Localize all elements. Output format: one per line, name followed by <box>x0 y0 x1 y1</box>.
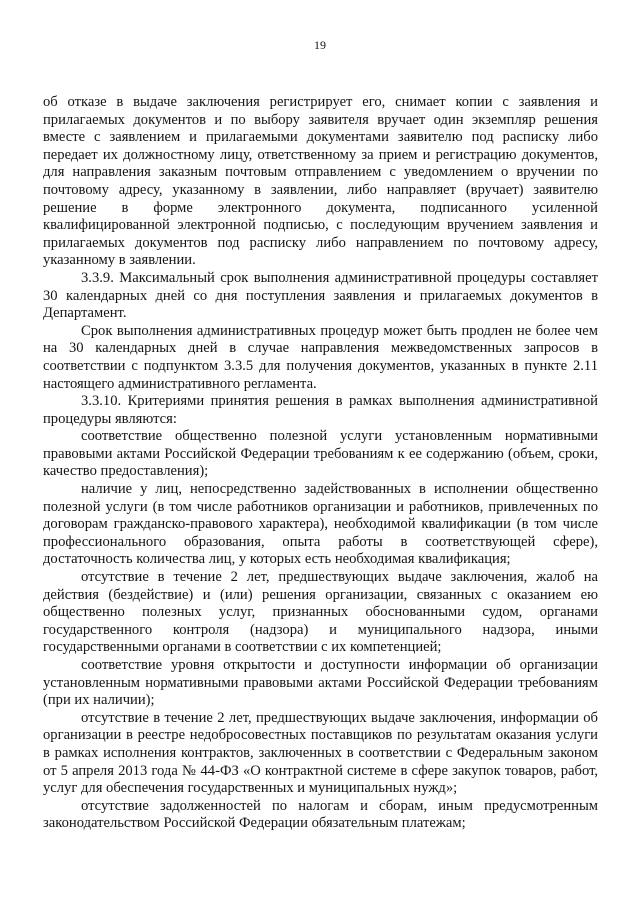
paragraph-1-continuation: об отказе в выдаче заключения регистрирует его, снимает копии с заявления и прилагаемых документов и по выбору заявителя вручает один экземпляр решения вместе с заявлением и прилагаемыми документами заявителю под расписку либо передает их должностному лицу, ответственному за прием и регистрацию документов, для направления заказным почтовым отправлением с уведомлением о вручении по почтовому адресу, указанному в заявлении, либо направляет (вручает) заявителю решение в форме электронного документа, подписанного усиленной квалифицированной электронной подписью, с последующим вручением заявления и прилагаемых документов под расписку либо направлением по почтовому адресу, указанному в заявлении. <box>43 94 598 269</box>
criterion-no-tax-debts: отсутствие задолженностей по налогам и сборам, иным предусмотренным законодательством Российской Федерации обязательным платежам; <box>43 797 598 832</box>
paragraph-3-3-9: 3.3.9. Максимальный срок выполнения административной процедуры составляет 30 календарных дней со дня поступления заявления и прилагаемых документов в Департамент. <box>43 269 598 322</box>
criterion-no-complaints: отсутствие в течение 2 лет, предшествующих выдаче заключения, жалоб на действия (бездействие) и (или) решения организации, связанных с оказанием ею общественно полезных услуг, признанных обоснованными судом, органами государственного контроля (надзора) и муниципального надзора, иными государственными органами в соответствии с их компетенцией; <box>43 569 598 656</box>
criterion-service-compliance: соответствие общественно полезной услуги установленным нормативными правовыми актами Российской Федерации требованиям к ее содержанию (объем, сроки, качество предоставления); <box>43 428 598 480</box>
criterion-staff-qualification: наличие у лиц, непосредственно задействованных в исполнении общественно полезной услуги (в том числе работников организации и работников, привлеченных по договорам гражданско-правового характера), необходимой квалификации (в том числе профессионального образования, опыта работы в соответствующей сфере), достаточность количества лиц, у которых есть необходимая квалификация; <box>43 481 598 568</box>
paragraph-extension-term: Срок выполнения административных процедур может быть продлен не более чем на 30 календарных дней в случае направления межведомственных запросов в соответствии с подпунктом 3.3.5 для получения документов, указанных в пункте 2.11 настоящего административного регламента. <box>43 322 598 392</box>
page-number: 19 <box>314 38 326 52</box>
document-body <box>43 94 598 833</box>
criterion-no-unfair-supplier-record: отсутствие в течение 2 лет, предшествующих выдаче заключения, информации об организации в реестре недобросовестных поставщиков по результатам оказания услуги в рамках исполнения контрактов, заключенных в соответствии с Федеральным законом от 5 апреля 2013 года № 44-ФЗ «О контрактной системе в сфере закупок товаров, работ, услуг для обеспечения государственных и муниципальных нужд»; <box>43 709 598 797</box>
criterion-information-openness: соответствие уровня открытости и доступности информации об организации установленным нормативными правовыми актами Российской Федерации требованиям (при их наличии); <box>43 657 598 709</box>
paragraph-3-3-10: 3.3.10. Критериями принятия решения в рамках выполнения административной процедуры являются: <box>43 393 598 427</box>
